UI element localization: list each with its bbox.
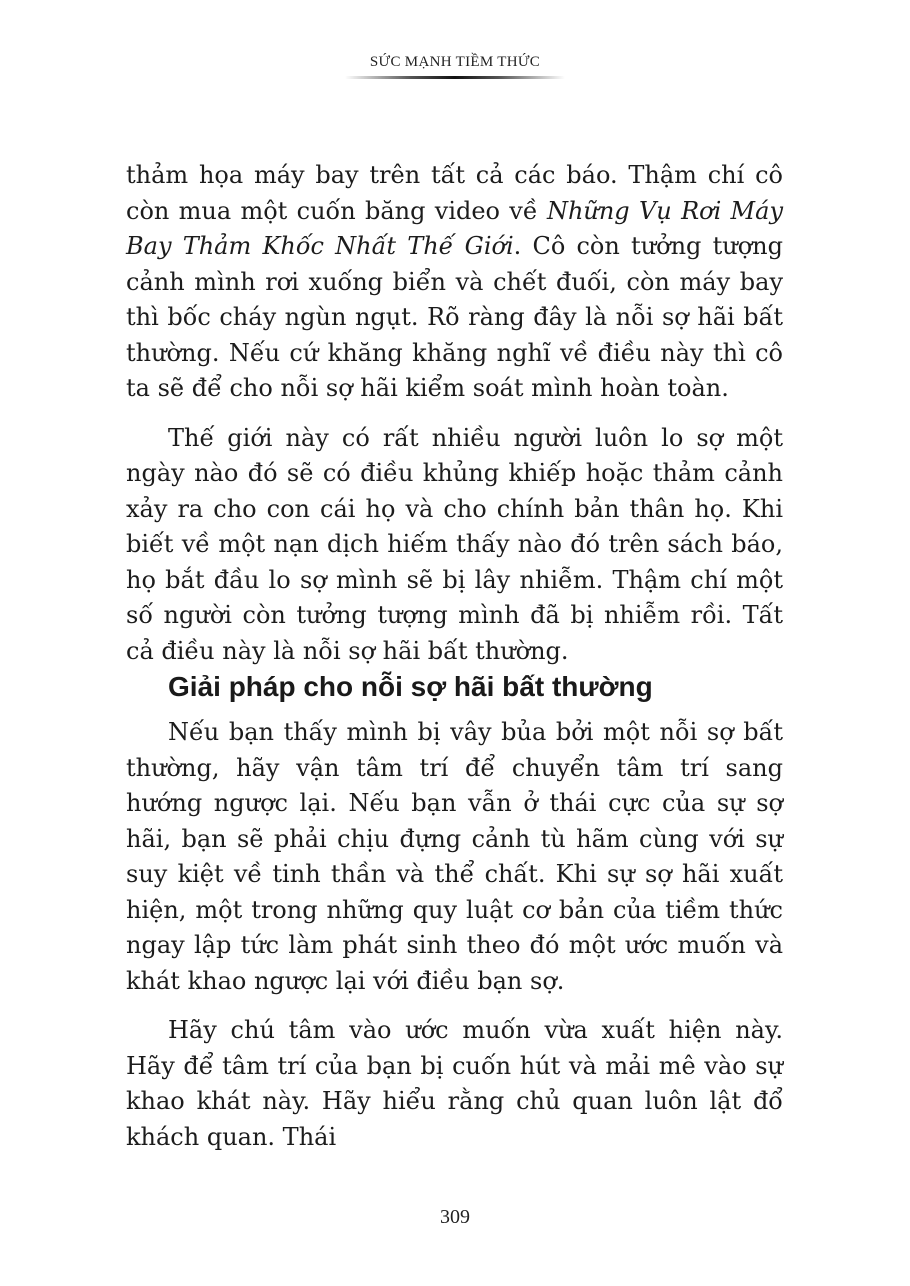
paragraph-3: Nếu bạn thấy mình bị vây bủa bởi một nỗi sợ bất thường, hãy vận tâm trí để chuyển tâm trí sang hướng ngược lại. Nếu bạn vẫn ở thái cực của sự sợ hãi, bạn sẽ phải chịu đựng cảnh tù hãm cùng với sự suy kiệt về tinh thần và thể chất. Khi sự sợ hãi xuất hiện, một trong những quy luật cơ bản của tiềm thức ngay lập tức làm phát sinh theo đó một ước muốn và khát khao ngược lại với điều bạn sợ.: [126, 718, 783, 995]
paragraph-1-text-b: . Cô còn tưởng tượng cảnh mình rơi xuống biển và chết đuối, còn máy bay thì bốc cháy ngùn ngụt. Rõ ràng đây là nỗi sợ hãi bất thường. Nếu cứ khăng khăng nghĩ về điều này thì cô ta sẽ để cho nỗi sợ hãi kiểm soát mình hoàn toàn.: [126, 232, 784, 402]
paragraph-4: Hãy chú tâm vào ước muốn vừa xuất hiện này. Hãy để tâm trí của bạn bị cuốn hút và mải mê vào sự khao khát này. Hãy hiểu rằng chủ quan luôn lật đổ khách quan. Thái: [126, 1016, 783, 1151]
running-head: SỨC MẠNH TIỀM THỨC: [369, 54, 541, 70]
paragraph-2: Thế giới này có rất nhiều người luôn lo sợ một ngày nào đó sẽ có điều khủng khiếp hoặc thảm cảnh xảy ra cho con cái họ và cho chính bản thân họ. Khi biết về một nạn dịch hiếm thấy nào đó trên sách báo, họ bắt đầu lo sợ mình sẽ bị lây nhiễm. Thậm chí một số người còn tưởng tượng mình đã bị nhiễm rồi. Tất cả điều này là nỗi sợ hãi bất thường.: [126, 423, 783, 665]
section-heading: Giải pháp cho nỗi sợ hãi bất thường: [168, 671, 653, 702]
header-rule: [345, 76, 565, 79]
video-title: Những Vụ Rơi Máy Bay Thảm Khốc Nhất Thế Giới: [126, 196, 783, 260]
paragraph-1: [126, 158, 783, 407]
paragraph-1-text-a: thảm họa máy bay trên tất cả các báo. Thậm chí cô còn mua một cuốn băng video về: [126, 161, 783, 225]
page-number: 309: [440, 1206, 470, 1228]
page-body: [126, 158, 783, 1155]
